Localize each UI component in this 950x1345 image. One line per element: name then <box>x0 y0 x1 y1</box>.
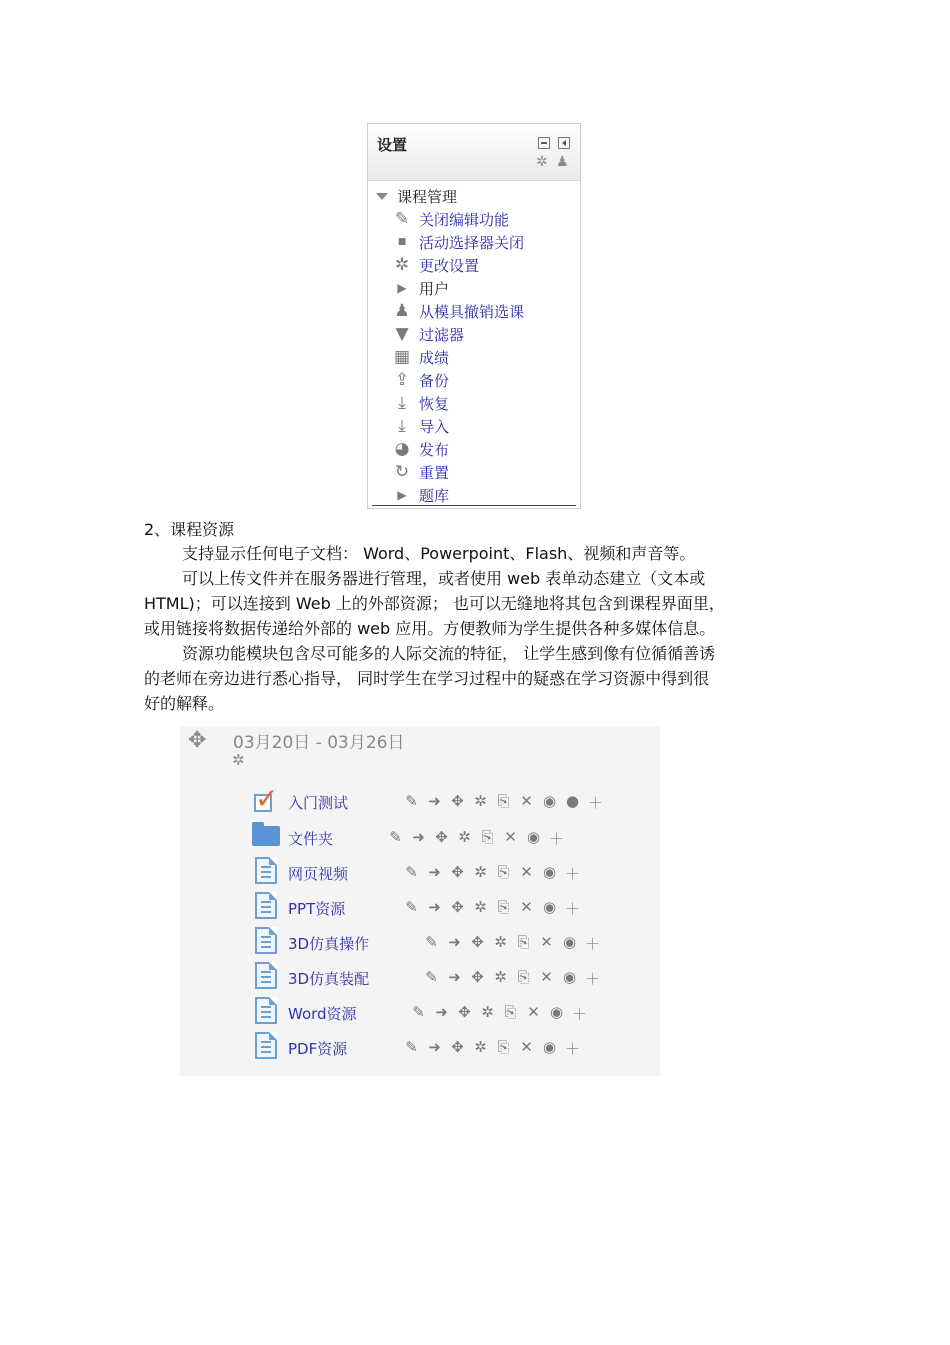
settings-item-label: 更改设置 <box>419 256 480 275</box>
import-icon: ⤓ <box>398 416 406 436</box>
assign-roles-icon[interactable]: ＋ <box>584 970 600 988</box>
caret-right-icon: ▶ <box>397 281 407 295</box>
gear-icon[interactable]: ✲ <box>474 863 487 881</box>
course-section <box>180 726 660 1076</box>
settings-item-label: 活动选择器关闭 <box>419 233 525 252</box>
activity-link[interactable]: PPT资源 <box>288 900 346 918</box>
settings-title: 设置 <box>377 136 408 154</box>
user-icon[interactable]: ● <box>565 792 580 810</box>
settings-item-label: 恢复 <box>419 394 450 413</box>
assign-roles-icon[interactable]: ＋ <box>564 900 580 918</box>
edit-icon[interactable]: ✎ <box>425 933 438 951</box>
settings-block <box>367 123 581 509</box>
settings-item-unenrol[interactable] <box>392 300 524 322</box>
delete-icon[interactable]: ✕ <box>540 933 553 951</box>
settings-item-label: 备份 <box>419 371 450 390</box>
duplicate-icon[interactable]: ⎘ <box>497 1038 510 1056</box>
section-title: 03月20日 - 03月26日 <box>233 733 405 753</box>
move-icon[interactable]: ✥ <box>471 933 484 951</box>
divider <box>372 505 576 506</box>
activity-link[interactable]: 文件夹 <box>288 830 334 848</box>
settings-item-backup[interactable] <box>392 369 449 391</box>
activity-resource <box>252 997 652 1029</box>
paragraph-3-line-2: 的老师在旁边进行悉心指导， 同时学生在学习过程中的疑惑在学习资源中得到很 <box>144 669 710 688</box>
activity-resource <box>252 892 652 924</box>
eye-icon[interactable]: ◉ <box>542 898 557 916</box>
settings-item-label: 从模具撤销选课 <box>419 302 525 321</box>
gear-icon[interactable]: ✲ <box>458 828 471 846</box>
duplicate-icon[interactable]: ⎘ <box>497 863 510 881</box>
move-right-icon[interactable]: ➜ <box>435 1003 448 1021</box>
quiz-icon: ✓ <box>255 782 279 815</box>
duplicate-icon[interactable]: ⎘ <box>504 1003 517 1021</box>
settings-item-edit-settings[interactable] <box>392 254 479 276</box>
user-icon: ♟ <box>394 301 410 321</box>
document-icon <box>255 927 277 954</box>
paragraph-2-line-1: 可以上传文件并在服务器进行管理，或者使用 web 表单动态建立（文本或 <box>182 569 706 588</box>
minimize-icon[interactable] <box>538 137 550 149</box>
pencil-icon: ✎ <box>394 209 410 229</box>
eye-icon[interactable]: ◉ <box>542 863 557 881</box>
assign-roles-icon[interactable]: ＋ <box>548 830 564 848</box>
activity-tools <box>409 1003 589 1024</box>
document-icon <box>255 997 277 1024</box>
eye-icon[interactable]: ◉ <box>542 792 557 810</box>
gear-icon[interactable]: ✲ <box>232 751 245 769</box>
activity-tools <box>402 863 582 884</box>
activity-resource <box>252 962 652 994</box>
reset-icon: ↻ <box>394 462 410 482</box>
settings-item-restore[interactable] <box>392 392 449 414</box>
activity-tools <box>402 898 582 919</box>
settings-item-label: 关闭编辑功能 <box>419 210 510 229</box>
gear-icon[interactable]: ✲ <box>494 968 507 986</box>
move-right-icon[interactable]: ➜ <box>448 933 461 951</box>
edit-icon[interactable]: ✎ <box>405 1038 418 1056</box>
add-user-icon[interactable]: ♟ <box>556 154 569 170</box>
eye-icon[interactable]: ◉ <box>549 1003 564 1021</box>
paragraph-3-line-3: 好的解释。 <box>144 694 225 713</box>
move-right-icon[interactable]: ➜ <box>412 828 425 846</box>
activity-resource <box>252 1032 652 1064</box>
eye-icon[interactable]: ◉ <box>542 1038 557 1056</box>
duplicate-icon[interactable]: ⎘ <box>517 933 530 951</box>
edit-icon[interactable]: ✎ <box>405 898 418 916</box>
edit-icon[interactable]: ✎ <box>425 968 438 986</box>
duplicate-icon[interactable]: ⎘ <box>497 792 510 810</box>
edit-icon[interactable]: ✎ <box>405 792 418 810</box>
edit-icon[interactable]: ✎ <box>389 828 402 846</box>
activity-tools <box>402 1038 582 1059</box>
gear-icon[interactable]: ✲ <box>474 898 487 916</box>
move-icon[interactable]: ✥ <box>451 898 464 916</box>
assign-roles-icon[interactable]: ＋ <box>584 935 600 953</box>
paragraph-2-line-3: 或用链接将数据传递给外部的 web 应用。方便教师为学生提供各种多媒体信息。 <box>144 619 716 638</box>
settings-item-label: 过滤器 <box>419 325 465 344</box>
duplicate-icon[interactable]: ⎘ <box>497 898 510 916</box>
restore-icon: ⤓ <box>398 393 406 413</box>
move-icon[interactable]: ✥ <box>451 863 464 881</box>
bullet-icon: ■ <box>397 237 407 247</box>
grades-table-icon: ▦ <box>393 347 411 367</box>
settings-item-activity-chooser[interactable] <box>392 231 524 253</box>
edit-icon[interactable]: ✎ <box>405 863 418 881</box>
tree-root-course-admin[interactable] <box>376 186 457 207</box>
delete-icon[interactable]: ✕ <box>527 1003 540 1021</box>
settings-item-grades[interactable] <box>392 346 449 368</box>
activity-link[interactable]: 入门测试 <box>288 794 349 812</box>
move-right-icon[interactable]: ➜ <box>448 968 461 986</box>
document-icon <box>255 1032 277 1059</box>
gear-icon: ✲ <box>394 255 410 275</box>
settings-header <box>368 124 580 181</box>
filter-icon: ▼ <box>395 324 409 344</box>
move-right-icon[interactable]: ➜ <box>428 792 441 810</box>
assign-roles-icon[interactable]: ＋ <box>564 865 580 883</box>
settings-item-label: 导入 <box>419 417 450 436</box>
duplicate-icon[interactable]: ⎘ <box>517 968 530 986</box>
activity-resource <box>252 857 652 889</box>
delete-icon[interactable]: ✕ <box>520 863 533 881</box>
delete-icon[interactable]: ✕ <box>520 1038 533 1056</box>
paragraph-3-line-1: 资源功能模块包含尽可能多的人际交流的特征， 让学生感到像有位循循善诱 <box>182 644 716 663</box>
tree-root-label: 课程管理 <box>397 188 458 206</box>
settings-item-label: 重置 <box>419 463 450 482</box>
caret-down-icon <box>376 193 388 200</box>
delete-icon[interactable]: ✕ <box>540 968 553 986</box>
move-icon[interactable]: ✥ <box>188 728 207 753</box>
eye-icon[interactable]: ◉ <box>562 933 577 951</box>
gear-icon[interactable]: ✲ <box>481 1003 494 1021</box>
document-icon <box>255 962 277 989</box>
activity-folder <box>252 822 652 854</box>
delete-icon[interactable]: ✕ <box>504 828 517 846</box>
delete-icon[interactable]: ✕ <box>520 898 533 916</box>
move-icon[interactable]: ✥ <box>435 828 448 846</box>
move-icon[interactable]: ✥ <box>471 968 484 986</box>
caret-right-icon: ▶ <box>397 488 407 502</box>
activity-tools <box>386 828 566 849</box>
move-right-icon[interactable]: ➜ <box>428 898 441 916</box>
duplicate-icon[interactable]: ⎘ <box>481 828 494 846</box>
paragraph-2-line-2: HTML)；可以连接到 Web 上的外部资源； 也可以无缝地将其包含到课程界面里， <box>144 594 725 613</box>
move-icon[interactable]: ✥ <box>451 792 464 810</box>
document-icon <box>255 892 277 919</box>
activity-tools <box>422 968 602 989</box>
activity-tools <box>402 792 605 813</box>
upload-icon: ⇪ <box>394 370 410 390</box>
move-right-icon[interactable]: ➜ <box>428 1038 441 1056</box>
document-icon <box>255 857 277 884</box>
dock-icon[interactable] <box>558 137 570 149</box>
section-heading: 2、课程资源 <box>144 520 235 539</box>
activity-link[interactable]: 3D仿真装配 <box>288 970 370 988</box>
settings-item-label: 发布 <box>419 440 450 459</box>
gear-icon[interactable]: ✲ <box>494 933 507 951</box>
settings-item-reset[interactable] <box>392 461 449 483</box>
paragraph-1: 支持显示任何电子文档： Word、Powerpoint、Flash、视频和声音等。 <box>182 544 696 563</box>
settings-item-filters[interactable] <box>392 323 464 345</box>
gear-icon[interactable]: ✲ <box>474 1038 487 1056</box>
settings-item-users[interactable] <box>392 277 449 299</box>
edit-icon[interactable]: ✎ <box>412 1003 425 1021</box>
settings-item-edit-off[interactable] <box>392 208 509 230</box>
settings-item-label: 用户 <box>419 279 450 298</box>
settings-item-publish[interactable] <box>392 438 449 460</box>
assign-roles-icon[interactable]: ＋ <box>571 1005 587 1023</box>
delete-icon[interactable]: ✕ <box>520 792 533 810</box>
activity-link[interactable]: 网页视频 <box>288 865 349 883</box>
folder-icon <box>252 826 280 846</box>
activity-quiz <box>252 782 652 818</box>
activity-resource <box>252 927 652 959</box>
globe-icon: ◕ <box>394 439 410 459</box>
activity-link[interactable]: 3D仿真操作 <box>288 935 370 953</box>
move-right-icon[interactable]: ➜ <box>428 863 441 881</box>
settings-item-label: 题库 <box>419 486 450 505</box>
activity-link[interactable]: PDF资源 <box>288 1040 348 1058</box>
move-icon[interactable]: ✥ <box>451 1038 464 1056</box>
eye-icon[interactable]: ◉ <box>562 968 577 986</box>
eye-icon[interactable]: ◉ <box>526 828 541 846</box>
settings-item-import[interactable] <box>392 415 449 437</box>
settings-item-label: 成绩 <box>419 348 450 367</box>
activity-link[interactable]: Word资源 <box>288 1005 357 1023</box>
gear-icon[interactable]: ✲ <box>474 792 487 810</box>
move-icon[interactable]: ✥ <box>458 1003 471 1021</box>
assign-roles-icon[interactable]: ＋ <box>587 794 603 812</box>
settings-item-question-bank[interactable] <box>392 484 449 506</box>
assign-roles-icon[interactable]: ＋ <box>564 1040 580 1058</box>
gear-icon[interactable]: ✲ <box>536 154 548 170</box>
activity-tools <box>422 933 602 954</box>
